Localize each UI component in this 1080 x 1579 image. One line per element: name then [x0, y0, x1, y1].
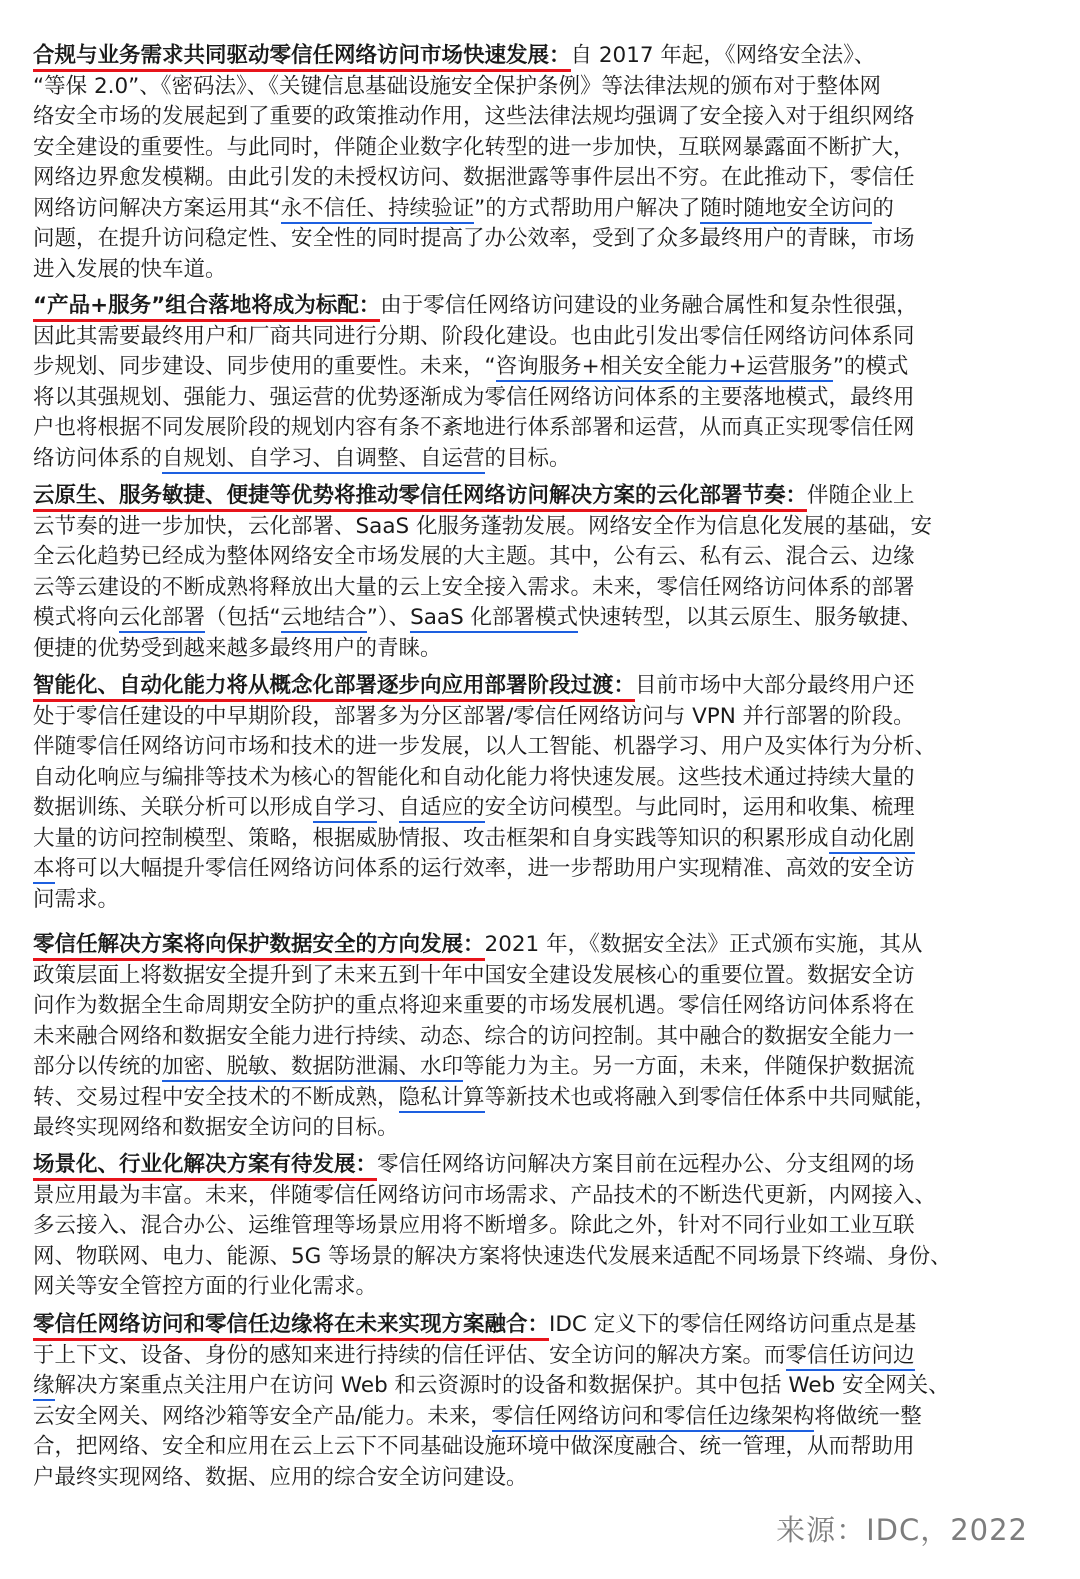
text-line: 将以其强规划、强能力、强运营的优势逐渐成为零信任网络访问体系的主要落地模式，最终用 — [33, 384, 915, 410]
keyword-edge-architecture: 零信任网络访问和零信任边缘架构 — [492, 1404, 815, 1432]
text-line: 处于零信任建设的中早期阶段，部署多为分区部署/零信任网络访问与 VPN 并行部署的阶段。 — [33, 703, 915, 729]
heading-intelligence: 智能化、自动化能力将从概念化部署逐步向应用部署阶段过渡： — [33, 673, 635, 702]
keyword-privacy-computing: 隐私计算 — [399, 1085, 485, 1113]
text-line: 全云化趋势已经成为整体网络安全市场发展的大主题。其中，公有云、私有云、混合云、边缘 — [33, 544, 915, 569]
heading-cloud-native: 云原生、服务敏捷、便捷等优势将推动零信任网络访问解决方案的云化部署节奏： — [33, 483, 807, 512]
text: 数据训练、关联分析可以形成 — [33, 795, 313, 820]
text-line: 云等云建设的不断成熟将释放出大量的云上安全接入需求。未来，零信任网络访问体系的部署 — [33, 574, 915, 600]
keyword-saas-deploy: SaaS 化部署模式 — [410, 605, 578, 633]
text: 云安全网关、网络沙箱等安全产品/能力。未来， — [33, 1403, 492, 1429]
keyword-cloud-ground: 云地结合 — [281, 605, 367, 633]
keyword-encryption: 加密、脱敏、数据防泄漏、水印 — [162, 1054, 463, 1082]
text: 于上下文、设备、身份的感知来进行持续的信任评估、安全访问的解决方案。而 — [33, 1342, 786, 1368]
source-caption: 来源：IDC，2022 — [776, 1513, 1028, 1547]
text: 2021 年，《数据安全法》正式颁布实施，其从 — [484, 932, 923, 957]
heading-data-security: 零信任解决方案将向保护数据安全的方向发展： — [33, 932, 485, 961]
text: 伴随企业上 — [807, 483, 915, 508]
text: ”的方式帮助用户解决了 — [474, 195, 701, 221]
text-line: 最终实现网络和数据安全访问的目标。 — [33, 1115, 399, 1140]
keyword-never-trust: 永不信任、持续验证 — [281, 196, 475, 224]
text-line: 多云接入、混合办公、运维管理等场景应用将不断增多。除此之外，针对不同行业如工业互联 — [33, 1213, 915, 1238]
keyword-cloud-deploy: 云化部署 — [119, 605, 205, 633]
paragraph-data-security — [33, 930, 1048, 1144]
text: 络访问体系的 — [33, 445, 163, 471]
text: 模式将向 — [33, 605, 120, 630]
paragraph-compliance — [33, 41, 1048, 285]
text-line: 络安全市场的发展起到了重要的政策推动作用，这些法律法规均强调了安全接入对于组织网络 — [33, 104, 915, 129]
text: 网络访问解决方案运用其“ — [33, 195, 281, 221]
keyword-zero-trust-edge-cont: 缘 — [33, 1373, 55, 1401]
text: 零信任网络访问解决方案目前在远程办公、分支组网的场 — [377, 1152, 915, 1177]
text-line: 因此其需要最终用户和厂商共同进行分期、阶段化建设。也由此引发出零信任网络访问体系同 — [33, 323, 915, 349]
text: 部分以传统的 — [33, 1054, 163, 1079]
text-line: 问作为数据全生命周期安全防护的重点将迎来重要的市场发展机遇。零信任网络访问体系将在 — [33, 993, 915, 1018]
keyword-automation-script: 自动化剧 — [829, 826, 915, 854]
keyword-consulting-service: 咨询服务+相关安全能力+运营服务 — [496, 354, 833, 382]
text: ”）、 — [366, 605, 411, 630]
text-line: 景应用最为丰富。未来，伴随零信任网络访问市场需求、产品技术的不断迭代更新，内网接入、 — [33, 1182, 937, 1208]
text-line: 进入发展的快车道。 — [33, 256, 227, 282]
text-line: 政策层面上将数据安全提升到了未来五到十年中国安全建设发展核心的重要位置。数据安全访 — [33, 962, 915, 988]
text: 解决方案重点关注用户在访问 Web 和云资源时的设备和数据保护。其中包括 Web 安全网关、 — [54, 1373, 950, 1398]
text: 快速转型，以其云原生、服务敏捷、 — [578, 605, 923, 630]
text: 的 — [872, 195, 894, 221]
keyword-self-learning: 自学习 — [313, 795, 378, 823]
text-line: 便捷的优势受到越来越多最终用户的青睐。 — [33, 635, 442, 661]
text-line: 合，把网络、安全和应用在云上云下不同基础设施环境中做深度融合、统一管理，从而帮助用 — [33, 1434, 915, 1459]
text: 步规划、同步建设、同步使用的重要性。未来，“ — [33, 354, 496, 379]
heading-edge-fusion: 零信任网络访问和零信任边缘将在未来实现方案融合： — [33, 1312, 549, 1341]
text: 等能力为主。另一方面，未来，伴随保护数据流 — [463, 1054, 915, 1079]
text: 安全访问模型。与此同时，运用和收集、梳理 — [484, 795, 915, 820]
keyword-adaptive: 自适应的 — [399, 795, 485, 823]
text-line: 户最终实现网络、数据、应用的综合安全访问建设。 — [33, 1464, 528, 1490]
text: 大量的访问控制模型、策略，根据威胁情报、攻击框架和自身实践等知识的积累形成 — [33, 825, 829, 851]
text: ”的模式 — [832, 354, 909, 379]
text: 等新技术也或将融入到零信任体系中共同赋能， — [484, 1084, 937, 1110]
text-line: 网、物联网、电力、能源、5G 等场景的解决方案将快速迭代发展来适配不同场景下终端、身份、 — [33, 1243, 952, 1269]
paragraph-scenario — [33, 1150, 1048, 1303]
text-line: 问需求。 — [33, 886, 120, 912]
text: （包括“ — [205, 605, 281, 630]
keyword-automation-script-cont: 本 — [33, 856, 55, 884]
text: 自 2017 年起，《网络安全法》、 — [570, 43, 876, 68]
keyword-zero-trust-edge: 零信任访问边 — [786, 1343, 915, 1371]
paragraph-cloud-native — [33, 481, 1048, 664]
heading-scenario: 场景化、行业化解决方案有待发展： — [33, 1152, 377, 1181]
paragraph-intelligence — [33, 671, 1048, 915]
heading-compliance: 合规与业务需求共同驱动零信任网络访问市场快速发展： — [33, 43, 571, 72]
text-line: 未来融合网络和数据安全能力进行持续、动态、综合的访问控制。其中融合的数据安全能力一 — [33, 1023, 915, 1049]
text-line: 自动化响应与编排等技术为核心的智能化和自动化能力将快速发展。这些技术通过持续大量的 — [33, 764, 915, 790]
text-line: 户也将根据不同发展阶段的规划内容有条不紊地进行体系部署和运营，从而真正实现零信任网 — [33, 415, 915, 440]
text: 转、交易过程中安全技术的不断成熟， — [33, 1084, 399, 1110]
text-line: 安全建设的重要性。与此同时，伴随企业数字化转型的进一步加快，互联网暴露面不断扩大， — [33, 134, 915, 160]
text: IDC 定义下的零信任网络访问重点是基 — [549, 1312, 917, 1337]
text-line: 网关等安全管控方面的行业化需求。 — [33, 1274, 378, 1299]
text: 将做统一整 — [814, 1403, 922, 1429]
text: 、 — [377, 795, 399, 820]
paragraph-product-service — [33, 291, 1048, 474]
text-line: 伴随零信任网络访问市场和技术的进一步发展，以人工智能、机器学习、用户及实体行为分析、 — [33, 734, 937, 759]
heading-product-service: “产品+服务”组合落地将成为标配： — [33, 293, 380, 322]
keyword-self-planning: 自规划、自学习、自调整、自运营 — [162, 446, 485, 474]
keyword-anytime-access: 随时随地安全访问 — [700, 196, 872, 224]
text: 的目标。 — [484, 445, 571, 471]
paragraph-edge-fusion — [33, 1310, 1048, 1493]
text-line: “等保 2.0”、《密码法》、《关键信息基础设施安全保护条例》等法律法规的颁布对于整体网 — [33, 73, 882, 99]
text: 将可以大幅提升零信任网络访问体系的运行效率，进一步帮助用户实现精准、高效的安全访 — [54, 856, 915, 881]
text-line: 云节奏的进一步加快，云化部署、SaaS 化服务蓬勃发展。网络安全作为信息化发展的基础，安 — [33, 513, 932, 539]
text-line: 网络边界愈发模糊。由此引发的未授权访问、数据泄露等事件层出不穷。在此推动下，零信任 — [33, 165, 915, 190]
text: 由于零信任网络访问建设的业务融合属性和复杂性很强， — [380, 293, 918, 318]
text-line: 问题，在提升访问稳定性、安全性的同时提高了办公效率，受到了众多最终用户的青睐，市场 — [33, 226, 915, 251]
text: 目前市场中大部分最终用户还 — [635, 673, 915, 698]
